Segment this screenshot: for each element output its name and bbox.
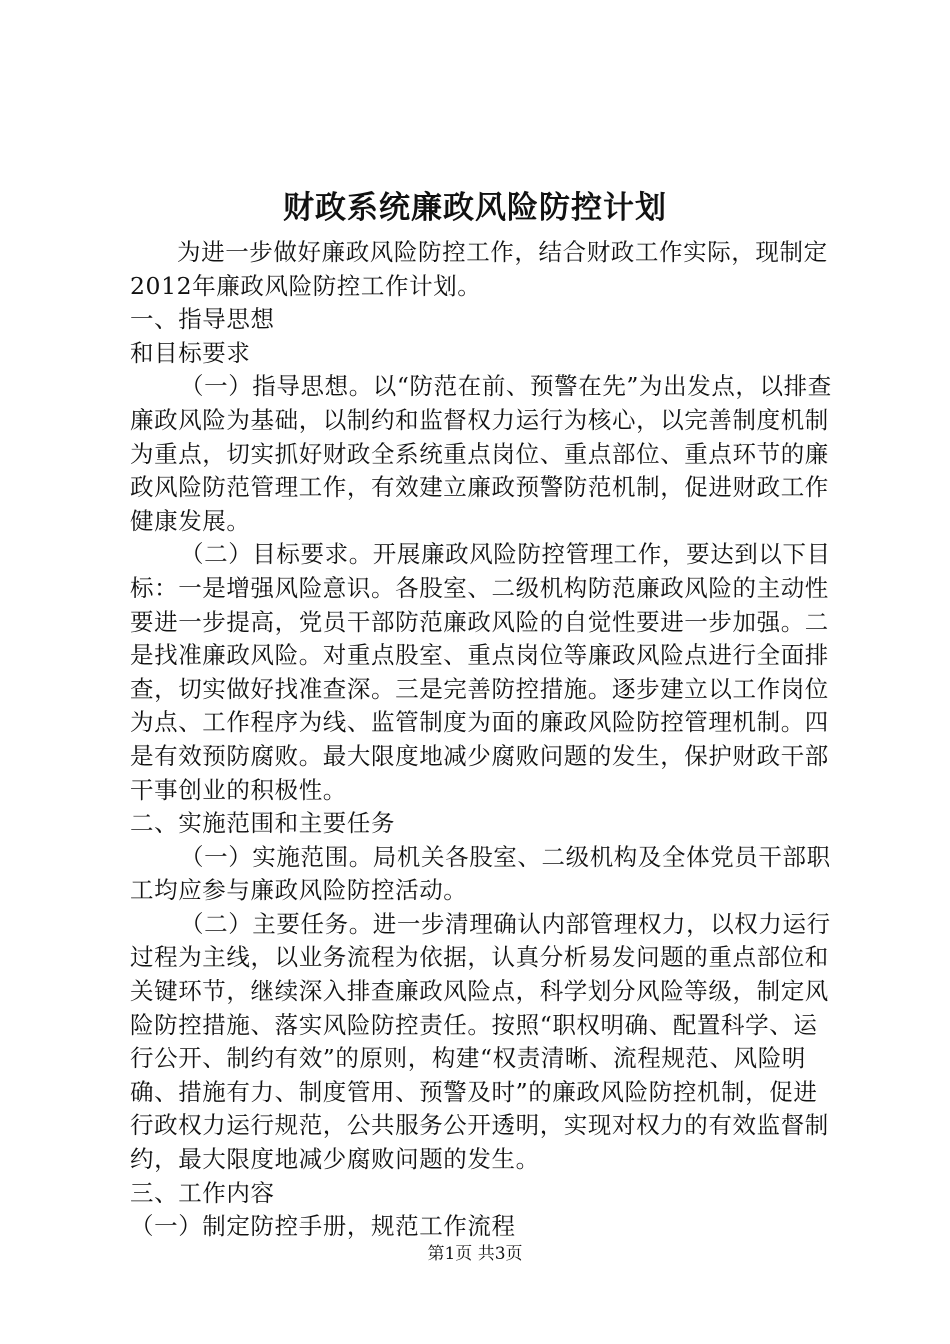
section1-heading: 一、指导思想 bbox=[130, 305, 275, 334]
section1-guiding-thought-paragraph: （一）指导思想。以“防范在前、预警在先”为出发点，以排查廉政风险为基础，以制约和监督权力运行为核心，以完善制度机制为重点，切实抓好财政全系统重点岗位、重点部位、重点环节的廉政风险防范管理工作，有效建立廉政预警防范机制，促进财政工作健康发展。 bbox=[130, 372, 832, 535]
section2-main-tasks-paragraph: （二）主要任务。进一步清理确认内部管理权力，以权力运行过程为主线，以业务流程为依据，认真分析易发问题的重点部位和关键环节，继续深入排查廉政风险点，科学划分风险等级，制定风险防控措施、落实风险防控责任。按照“职权明确、配置科学、运行公开、制约有效”的原则，构建“权责清晰、流程规范、风险明确、措施有力、制度管用、预警及时”的廉政风险防控机制，促进行政权力运行规范，公共服务公开透明，实现对权力的有效监督制约，最大限度地减少腐败问题的发生。 bbox=[130, 909, 831, 1174]
section3-item1-heading: （一）制定防控手册，规范工作流程 bbox=[130, 1212, 516, 1241]
document-body bbox=[130, 236, 835, 1244]
section1-heading-continued: 和目标要求 bbox=[130, 338, 251, 367]
section3-heading: 三、工作内容 bbox=[130, 1178, 275, 1207]
intro-paragraph: 为进一步做好廉政风险防控工作，结合财政工作实际，现制定2012年廉政风险防控工作计划。 bbox=[130, 238, 828, 300]
document-title: 财政系统廉政风险防控计划 bbox=[283, 190, 667, 226]
section2-heading: 二、实施范围和主要任务 bbox=[130, 809, 396, 838]
section2-scope-paragraph: （一）实施范围。局机关各股室、二级机构及全体党员干部职工均应参与廉政风险防控活动。 bbox=[130, 842, 831, 905]
page-footer: 第1页 共3页 bbox=[427, 1244, 523, 1264]
section1-target-requirements-paragraph: （二）目标要求。开展廉政风险防控管理工作，要达到以下目标：一是增强风险意识。各股室、二级机构防范廉政风险的主动性要进一步提高，党员干部防范廉政风险的自觉性要进一步加强。二是找准廉政风险。对重点股室、重点岗位等廉政风险点进行全面排查，切实做好找准查深。三是完善防控措施。逐步建立以工作岗位为点、工作程序为线、监管制度为面的廉政风险防控管理机制。四是有效预防腐败。最大限度地减少腐败问题的发生，保护财政干部干事创业的积极性。 bbox=[130, 540, 831, 804]
